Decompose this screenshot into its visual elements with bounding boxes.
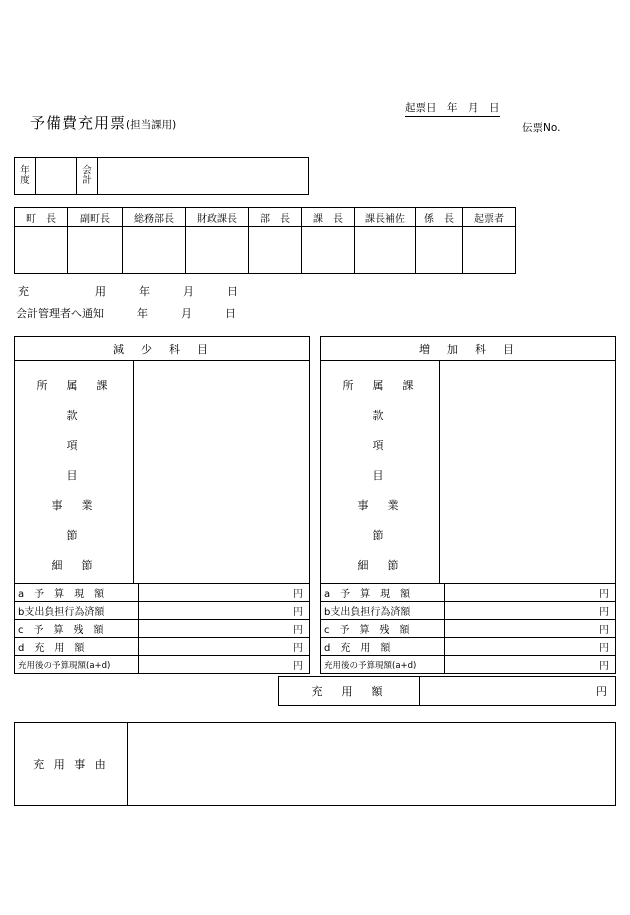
page-title-main: 予備費充用票 — [30, 114, 127, 132]
approval-cell-2[interactable] — [123, 227, 186, 274]
approval-cell-8[interactable] — [463, 227, 516, 274]
panel-decrease-amounts — [15, 583, 309, 673]
juyougaku-total-table — [278, 676, 616, 706]
panel-decrease-row-label-6: 細 節 — [51, 559, 97, 572]
decrease-amount-label-2: c 予 算 残 額 — [15, 620, 139, 638]
approval-cell-7[interactable] — [416, 227, 463, 274]
amount-row — [15, 656, 309, 674]
increase-amount-label-3: d 充 用 額 — [321, 638, 445, 656]
approval-cell-5[interactable] — [302, 227, 355, 274]
panel-decrease-row-label-3: 目 — [66, 469, 82, 482]
increase-amount-label-2: c 予 算 残 額 — [321, 620, 445, 638]
approval-col-3: 財政課長 — [186, 208, 249, 227]
approval-col-7: 係 長 — [416, 208, 463, 227]
juyou-reason-table — [14, 722, 616, 806]
increase-amount-unit-2[interactable]: 円 — [445, 620, 616, 638]
panel-increase-row-label-2: 項 — [372, 439, 388, 452]
decrease-amount-label-1: b支出負担行為済額 — [15, 602, 139, 620]
approval-stamp-row — [15, 227, 516, 274]
panel-decrease-row-label-2: 項 — [66, 439, 82, 452]
kihyoubi-field[interactable]: 起票日 年 月 日 — [405, 100, 500, 117]
kaikei-value[interactable] — [98, 158, 309, 195]
decrease-amount-unit-3[interactable]: 円 — [139, 638, 310, 656]
amount-row — [15, 620, 309, 638]
decrease-amount-unit-2[interactable]: 円 — [139, 620, 310, 638]
juyougaku-label: 充 用 額 — [279, 677, 420, 706]
amount-row — [15, 602, 309, 620]
increase-amount-unit-0[interactable]: 円 — [445, 584, 616, 602]
approval-col-5: 課 長 — [302, 208, 355, 227]
approval-cell-0[interactable] — [15, 227, 68, 274]
amount-row — [321, 602, 615, 620]
panel-increase-row-label-0: 所 属 課 — [342, 379, 418, 392]
increase-amount-unit-3[interactable]: 円 — [445, 638, 616, 656]
approval-cell-4[interactable] — [249, 227, 302, 274]
panel-increase-body — [321, 361, 615, 583]
kaikei-label: 会計 — [77, 158, 98, 195]
panel-decrease-row-label-1: 款 — [66, 409, 82, 422]
juyou-reason-row — [15, 723, 616, 806]
decrease-amount-unit-0[interactable]: 円 — [139, 584, 310, 602]
panel-increase-divider — [439, 361, 440, 583]
increase-amount-label-0: a 予 算 現 額 — [321, 584, 445, 602]
denpyo-number-field[interactable]: 伝票No. — [522, 122, 561, 134]
approval-col-1: 副町長 — [68, 208, 123, 227]
juyou-reason-label: 充 用 事 由 — [15, 723, 128, 806]
panel-increase-row-label-3: 目 — [372, 469, 388, 482]
approval-col-8: 起票者 — [463, 208, 516, 227]
amount-row — [321, 584, 615, 602]
panel-increase-row-label-1: 款 — [372, 409, 388, 422]
juyougaku-row — [279, 677, 616, 706]
approval-cell-3[interactable] — [186, 227, 249, 274]
panel-increase-row-label-6: 細 節 — [357, 559, 403, 572]
decrease-amount-unit-4[interactable]: 円 — [139, 656, 310, 674]
panel-decrease-divider — [133, 361, 134, 583]
increase-amount-label-4: 充用後の予算現額(a+d) — [321, 656, 445, 674]
approval-col-2: 総務部長 — [123, 208, 186, 227]
page-title-sub: (担当課用) — [126, 119, 177, 131]
amount-row — [321, 638, 615, 656]
approval-header-row — [15, 208, 516, 227]
amount-row — [15, 638, 309, 656]
juyougaku-value[interactable]: 円 — [420, 677, 616, 706]
panel-decrease-row-label-4: 事 業 — [51, 499, 97, 512]
nendo-kaikei-table — [14, 157, 309, 195]
amount-row — [321, 656, 615, 674]
panel-decrease-body — [15, 361, 309, 583]
approval-table — [14, 207, 516, 274]
approval-col-0: 町 長 — [15, 208, 68, 227]
panel-decrease-row-label-5: 節 — [66, 529, 82, 542]
increase-amount-unit-1[interactable]: 円 — [445, 602, 616, 620]
increase-amount-label-1: b支出負担行為済額 — [321, 602, 445, 620]
panel-increase-row-label-4: 事 業 — [357, 499, 403, 512]
panel-increase-row-label-5: 節 — [372, 529, 388, 542]
approval-col-4: 部 長 — [249, 208, 302, 227]
page-title — [30, 112, 176, 133]
decrease-amount-label-3: d 充 用 額 — [15, 638, 139, 656]
increase-amount-unit-4[interactable]: 円 — [445, 656, 616, 674]
nendo-value[interactable] — [36, 158, 77, 195]
amount-row — [15, 584, 309, 602]
panel-decrease-row-label-0: 所 属 課 — [36, 379, 112, 392]
tsuchi-date-line[interactable]: 会計管理者へ通知 年 月 日 — [16, 307, 236, 320]
juyou-reason-input[interactable] — [128, 723, 616, 806]
decrease-amount-label-0: a 予 算 現 額 — [15, 584, 139, 602]
panel-increase-heading: 増 加 科 目 — [321, 337, 615, 361]
decrease-amount-unit-1[interactable]: 円 — [139, 602, 310, 620]
panel-increase-amounts — [321, 583, 615, 673]
decrease-amount-label-4: 充用後の予算現額(a+d) — [15, 656, 139, 674]
panel-increase — [320, 336, 616, 674]
nendo-label: 年度 — [15, 158, 36, 195]
approval-cell-1[interactable] — [68, 227, 123, 274]
approval-cell-6[interactable] — [355, 227, 416, 274]
panel-decrease-heading: 減 少 科 目 — [15, 337, 309, 361]
amount-row — [321, 620, 615, 638]
approval-col-6: 課長補佐 — [355, 208, 416, 227]
juyou-date-line[interactable]: 充 用 年 月 日 — [18, 285, 238, 298]
panel-decrease — [14, 336, 310, 674]
